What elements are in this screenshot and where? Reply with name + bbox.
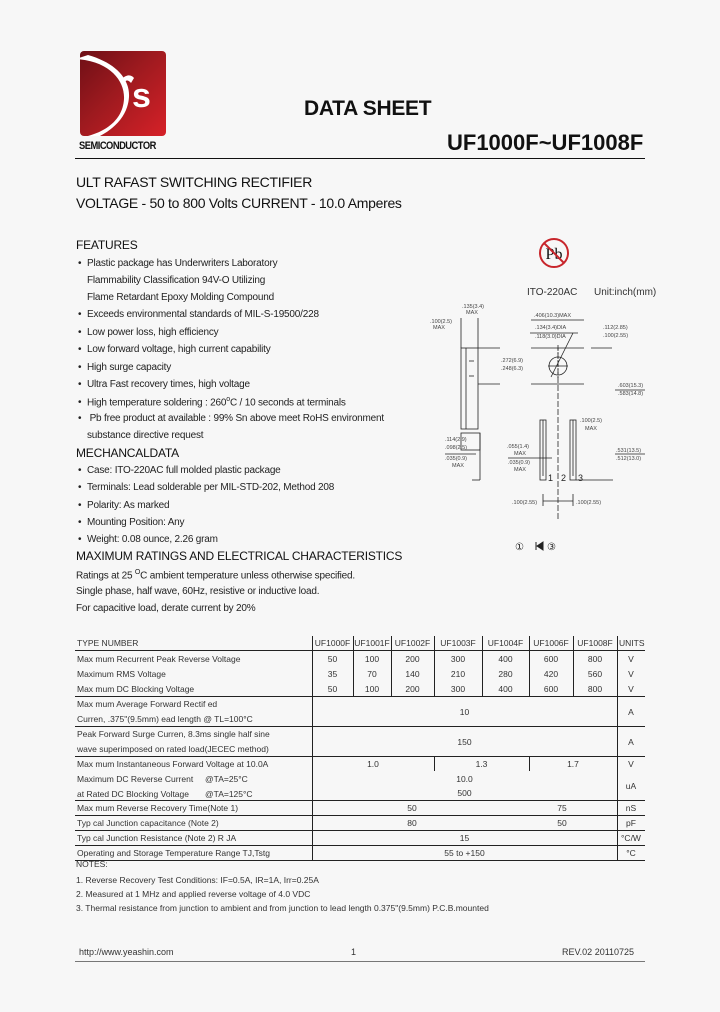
svg-text:MAX: MAX bbox=[514, 467, 526, 473]
table-header-row bbox=[75, 636, 645, 650]
header-units: UNITS bbox=[619, 638, 645, 648]
package-name: ITO-220AC bbox=[527, 287, 578, 298]
product-subtitle: ULT RAFAST SWITCHING RECTIFIER bbox=[76, 174, 313, 190]
svg-text:MAX: MAX bbox=[466, 310, 478, 316]
header-col: UF1004F bbox=[487, 638, 524, 648]
svg-text:.100(2.5): .100(2.5) bbox=[580, 418, 603, 424]
svg-text:.583(14.8): .583(14.8) bbox=[618, 391, 644, 397]
feature-item: • Ultra Fast recovery times, high voltage bbox=[78, 379, 250, 390]
note-item: 3. Thermal resistance from junction to ambient and from junction to lead length 0.375"(9.5mm) P.C.B.mounted bbox=[76, 903, 489, 913]
mechanical-item: • Weight: 0.08 ounce, 2.26 gram bbox=[78, 534, 218, 545]
svg-text:①: ① bbox=[515, 542, 524, 553]
table-row: Maximum RMS Voltage 35 70 140 210 280 420 560 V bbox=[75, 666, 645, 681]
ratings-note-1: Ratings at 25 $^O$C ambient temperature unless otherwise specified. bbox=[76, 569, 355, 582]
svg-text:.100(2.55): .100(2.55) bbox=[603, 333, 629, 339]
svg-text:3: 3 bbox=[578, 473, 584, 483]
mechanical-item: • Case: ITO-220AC full molded plastic package bbox=[78, 465, 281, 476]
header-col: UF1002F bbox=[394, 638, 431, 648]
header-col: UF1003F bbox=[440, 638, 476, 648]
svg-text:.055(1.4): .055(1.4) bbox=[507, 444, 530, 450]
svg-text:.248(6.3): .248(6.3) bbox=[501, 366, 524, 372]
svg-text:.098(2.5): .098(2.5) bbox=[445, 445, 468, 451]
notes-heading: NOTES: bbox=[76, 859, 108, 869]
feature-item-cont: substance directive request bbox=[87, 430, 204, 441]
part-number-title: UF1000F~UF1008F bbox=[447, 130, 644, 155]
footer-revision: REV.02 20110725 bbox=[562, 947, 635, 957]
svg-text:.035(0.9): .035(0.9) bbox=[445, 456, 468, 462]
header-col: UF1000F bbox=[314, 638, 351, 648]
svg-text:.100(2.55): .100(2.55) bbox=[512, 500, 538, 506]
company-logo bbox=[80, 51, 166, 136]
feature-item: • High surge capacity bbox=[78, 362, 172, 373]
footer-url[interactable]: http://www.yeashin.com bbox=[79, 947, 174, 957]
svg-text:MAX: MAX bbox=[452, 463, 464, 469]
feature-item-cont: Flammability Classification 94V-O Utilizing bbox=[87, 275, 266, 286]
ratings-table bbox=[75, 636, 645, 861]
svg-text:.118(3.0)DIA: .118(3.0)DIA bbox=[535, 334, 566, 340]
footer-divider bbox=[75, 961, 645, 962]
svg-text:.272(6.9): .272(6.9) bbox=[501, 358, 524, 364]
table-row: Typ cal Junction capacitance (Note 2) 80 50 pF bbox=[77, 818, 636, 828]
header-divider bbox=[75, 158, 645, 159]
svg-text:.134(3.4)DIA: .134(3.4)DIA bbox=[535, 325, 567, 331]
ratings-note-2: Single phase, half wave, 60Hz, resistive or inductive load. bbox=[76, 586, 320, 597]
note-item: 1. Reverse Recovery Test Conditions: IF=0.5A, IR=1A, Irr=0.25A bbox=[76, 875, 319, 885]
mechanical-item: • Terminals: Lead solderable per MIL-STD-202, Method 208 bbox=[78, 482, 335, 493]
table-row: Max mum Instantaneous Forward Voltage at 10.0A Maximum DC Reverse Current @TA=25°C at Rated DC Blocking Voltage @TA=125°C 1.0 1.3 1.7 10.0 500 V uA bbox=[77, 759, 637, 799]
feature-item: • Pb free product at available : 99% Sn above meet RoHS environment bbox=[78, 413, 384, 424]
svg-text:.603(15.3): .603(15.3) bbox=[618, 383, 644, 389]
table-row: Max mum DC Blocking Voltage 50 100 200 300 400 600 800 V bbox=[75, 681, 645, 696]
svg-text:.512(13.0): .512(13.0) bbox=[616, 456, 642, 462]
ys-logo-icon bbox=[80, 51, 166, 136]
ratings-heading: MAXIMUM RATINGS AND ELECTRICAL CHARACTERISTICS bbox=[76, 549, 403, 563]
table-row: Peak Forward Surge Curren, 8.3ms single half sine wave superimposed on rated load(JECEC method) 150 A bbox=[77, 729, 634, 754]
package-outline-drawing bbox=[420, 230, 670, 565]
svg-text:.100(2.55): .100(2.55) bbox=[576, 500, 602, 506]
logo-caption: SEMICONDUCTOR bbox=[79, 140, 156, 152]
ratings-note-3: For capacitive load, derate current by 20% bbox=[76, 603, 256, 614]
header-col: UF1001F bbox=[354, 638, 390, 648]
feature-item: • Exceeds environmental standards of MIL-S-19500/228 bbox=[78, 309, 319, 320]
svg-text:.112(2.85): .112(2.85) bbox=[603, 325, 628, 331]
svg-text:.114(2.9): .114(2.9) bbox=[445, 437, 467, 443]
svg-text:③: ③ bbox=[547, 542, 556, 553]
svg-text:MAX: MAX bbox=[433, 325, 445, 331]
table-row: Operating and Storage Temperature Range TJ,Tstg 55 to +150 °C bbox=[77, 848, 636, 858]
footer-page-number: 1 bbox=[351, 947, 357, 957]
table-row: Max mum Recurrent Peak Reverse Voltage 50 100 200 300 400 600 800 V bbox=[75, 651, 645, 666]
svg-text:.135(3.4): .135(3.4) bbox=[462, 304, 485, 310]
svg-text:.035(0.9): .035(0.9) bbox=[508, 460, 531, 466]
mechanical-item: • Mounting Position: Any bbox=[78, 517, 185, 528]
svg-text:.531(13.5): .531(13.5) bbox=[616, 448, 642, 454]
header-col: UF1006F bbox=[533, 638, 569, 648]
header-col: UF1008F bbox=[577, 638, 613, 648]
mechanical-heading: MECHANCALDATA bbox=[76, 446, 179, 460]
feature-item: • Plastic package has Underwriters Laboratory bbox=[78, 258, 278, 269]
svg-text:MAX: MAX bbox=[585, 426, 597, 432]
svg-text:Pb: Pb bbox=[545, 246, 563, 263]
feature-item: • Low power loss, high efficiency bbox=[78, 327, 219, 338]
feature-item: • Low forward voltage, high current capability bbox=[78, 344, 271, 355]
feature-item: • High temperature soldering : 260$^o$C / 10 seconds at terminals bbox=[78, 396, 346, 409]
ratings-summary: VOLTAGE - 50 to 800 Volts CURRENT - 10.0 Amperes bbox=[76, 195, 402, 211]
table-row: Max mum Average Forward Rectif ed Curren, .375"(9.5mm) ead length @ TL=100°C 10 A bbox=[77, 699, 634, 724]
svg-text:MAX: MAX bbox=[514, 451, 526, 457]
features-heading: FEATURES bbox=[76, 238, 138, 252]
note-item: 2. Measured at 1 MHz and applied reverse voltage of 4.0 VDC bbox=[76, 889, 311, 899]
mechanical-item: • Polarity: As marked bbox=[78, 500, 170, 511]
svg-text:2: 2 bbox=[561, 473, 567, 483]
svg-text:1: 1 bbox=[548, 473, 554, 483]
header-type-number: TYPE NUMBER bbox=[77, 638, 139, 648]
svg-text:.406(10.3)MAX: .406(10.3)MAX bbox=[534, 313, 571, 319]
svg-text:.100(2.5): .100(2.5) bbox=[430, 319, 453, 325]
svg-text:s: s bbox=[132, 77, 151, 115]
feature-item-cont: Flame Retardant Epoxy Molding Compound bbox=[87, 292, 274, 303]
unit-label: Unit:inch(mm) bbox=[594, 287, 657, 298]
document-type-title: DATA SHEET bbox=[304, 97, 432, 120]
table-row: Typ cal Junction Resistance (Note 2) R JA 15 °C/W bbox=[77, 833, 641, 843]
table-row: Max mum Reverse Recovery Time(Note 1) 50 75 nS bbox=[77, 803, 637, 813]
